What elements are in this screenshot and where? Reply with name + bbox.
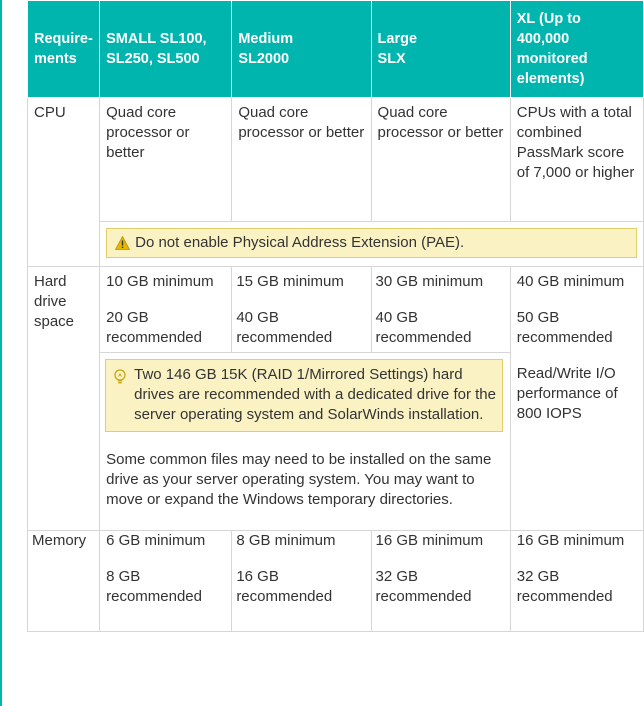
hdd-small [100,267,232,353]
common-files-note: Some common files may need to be installed on the same drive as your server operating system. You may want to move or expand the Windows temporary directories. [106,451,492,508]
hdd-notes-cell [100,353,511,531]
cpu-warning-cell [100,222,644,267]
mem-medium-min: 8 GB minimum [236,532,336,549]
warning-icon [115,236,130,256]
hdd-xl [510,267,643,531]
hdd-large-rec: 40 GB recommended [375,309,472,346]
mem-medium-rec: 16 GB recommended [236,568,333,605]
hdd-xl-iops: Read/Write I/O performance of 800 IOPS [516,365,618,422]
mem-xl-min: 16 GB minimum [516,532,625,549]
mem-large [371,531,510,632]
hdd-large-min: 30 GB minimum [375,273,484,290]
hdd-xl-min: 40 GB minimum [516,273,625,290]
hard-drive-label: Hard drive space [28,267,100,531]
cpu-row [28,98,644,222]
memory-label: Memory [28,531,100,632]
hdd-medium-rec: 40 GB recommended [236,309,333,346]
hdd-small-rec: 20 GB recommended [106,309,202,346]
mem-large-rec: 32 GB recommended [375,568,472,605]
cpu-medium: Quad core processor or better [232,98,371,222]
hdd-small-min: 10 GB minimum [106,273,214,290]
pae-warning [106,228,637,258]
hdd-medium-min: 15 GB minimum [236,273,344,290]
header-medium: Medium SL2000 [232,1,371,98]
cpu-label: CPU [28,98,100,267]
cpu-small: Quad core processor or better [100,98,232,222]
header-requirements: Require-ments [28,1,100,98]
raid-tip-text: Two 146 GB 15K (RAID 1/Mirrored Settings) hard drives are recommended with a dedicated drive for the server operating system and SolarWinds installation. [134,366,496,423]
header-xl: XL (Up to 400,000 monitored elements) [510,1,643,98]
hdd-xl-rec: 50 GB recommended [516,309,613,346]
memory-row [28,531,644,632]
hdd-medium [232,267,371,353]
mem-xl [510,531,643,632]
pae-warning-text: Do not enable Physical Address Extension (PAE). [135,234,465,251]
mem-medium [232,531,371,632]
mem-small [100,531,232,632]
mem-large-min: 16 GB minimum [375,532,484,549]
requirements-table [27,0,644,632]
raid-tip [105,359,503,432]
header-row [28,1,644,98]
cpu-warning-row [28,222,644,267]
header-small: SMALL SL100, SL250, SL500 [100,1,232,98]
mem-small-min: 6 GB minimum [106,532,206,549]
cpu-xl: CPUs with a total combined PassMark score of 7,000 or higher [510,98,643,222]
lightbulb-icon [113,369,127,391]
mem-xl-rec: 32 GB recommended [516,568,613,605]
mem-small-rec: 8 GB recommended [106,568,202,605]
header-large: Large SLX [371,1,510,98]
left-accent-bar [0,0,2,706]
hdd-large [371,267,510,353]
hard-drive-row [28,267,644,353]
cpu-large: Quad core processor or better [371,98,510,222]
